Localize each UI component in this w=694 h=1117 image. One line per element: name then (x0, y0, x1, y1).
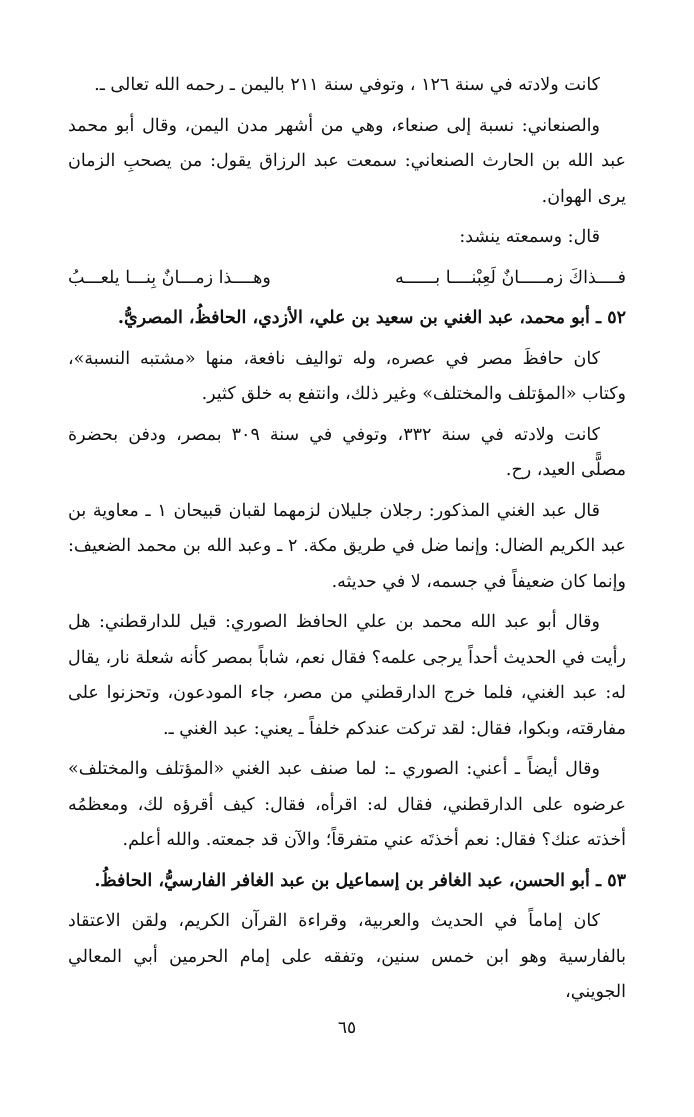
paragraph-birth-death-abd-al-razzaq: كانت ولادته في سنة ١٢٦ ، وتوفي سنة ٢١١ باليمن ـ رحمه الله تعالى ـ. (94, 75, 600, 95)
page-number: ٦٥ (337, 1018, 357, 1038)
entry-52-paragraph: وقال أبو عبد الله محمد بن علي الحافظ الصوري: قيل للدارقطني: هل رأيت في الحديث أحداً يرجى علمه؟ فقال نعم، شاباً بمصر كأنه شعلة نار، يقال له: عبد الغني، فلما خرج الدارقطني من مصر، جاء المودعون، وتحزنوا على مفارقته، وبكوا، فقال: لقد تركت عندكم خلفاً ـ يعني: عبد الغني ـ. (68, 612, 626, 739)
entry-52-paragraph: كان حافظَ مصر في عصره، وله تواليف نافعة، منها «مشتبه النسبة»، وكتاب «المؤتلف والمختلف» وغير ذلك، وانتفع به خلق كثير. (68, 348, 626, 404)
paragraph-verse-intro: قال: وسمعته ينشد: (459, 227, 600, 247)
entry-heading-53: ٥٣ ـ أبو الحسن، عبد الغافر بن إسماعيل بن عبد الغافر الفارسيُّ، الحافظُ. (94, 870, 626, 891)
entry-52-paragraph: قال عبد الغني المذكور: رجلان جليلان لزمهما لقبان قبيحان ١ ـ معاوية بن عبد الكريم الضال: وإنما ضل في طريق مكة. ٢ ـ وعبد الله بن محمد الضعيف: وإنما كان ضعيفاً في جسمه، لا في حديثه. (68, 500, 626, 592)
entry-52-paragraph: وقال أيضاً ـ أعني: الصوري ـ: لما صنف عبد الغني «المؤتلف والمختلف» عرضوه على الدارقطني، فقال له: اقرأه، فقال: كيف أقرؤه لك، ومعظمُه أخذته عنك؟ فقال: نعم أخذتَه عني متفرقاً؛ والآن قد جمعته. والله أعلم. (68, 759, 626, 850)
entry-53-paragraph: كان إماماً في الحديث والعربية، وقراءة القرآن الكريم، ولقن الاعتقاد بالفارسية وهو ابن خمس سنين، وتفقه على إمام الحرمين أبي المعالي الجويني، (68, 911, 626, 1002)
poetry-verse (68, 261, 626, 297)
paragraph-sanani-nisba: والصنعاني: نسبة إلى صنعاء، وهي من أشهر مدن اليمن، وقال أبو محمد عبد الله بن الحارث الصنعاني: سمعت عبد الرزاق يقول: من يصحبِ الزمان يرى الهوان. (68, 115, 626, 207)
verse-first-hemistich: فــــذاكَ زمـــــانٌ لَعِبْنــــا بــــــه (395, 267, 626, 288)
page-body (68, 68, 626, 1016)
verse-second-hemistich: وهــــذا زمـــانٌ بِنـــا يلعـــبُ (68, 267, 271, 288)
entry-heading-52: ٥٢ ـ أبو محمد، عبد الغني بن سعيد بن علي، الأزدي، الحافظُ، المصريُّ. (117, 308, 626, 328)
entry-52-paragraph: كانت ولادته في سنة ٣٣٢، وتوفي في سنة ٣٠٩ بمصر، ودفن بحضرة مصلًّى العيد، رح. (68, 424, 626, 480)
